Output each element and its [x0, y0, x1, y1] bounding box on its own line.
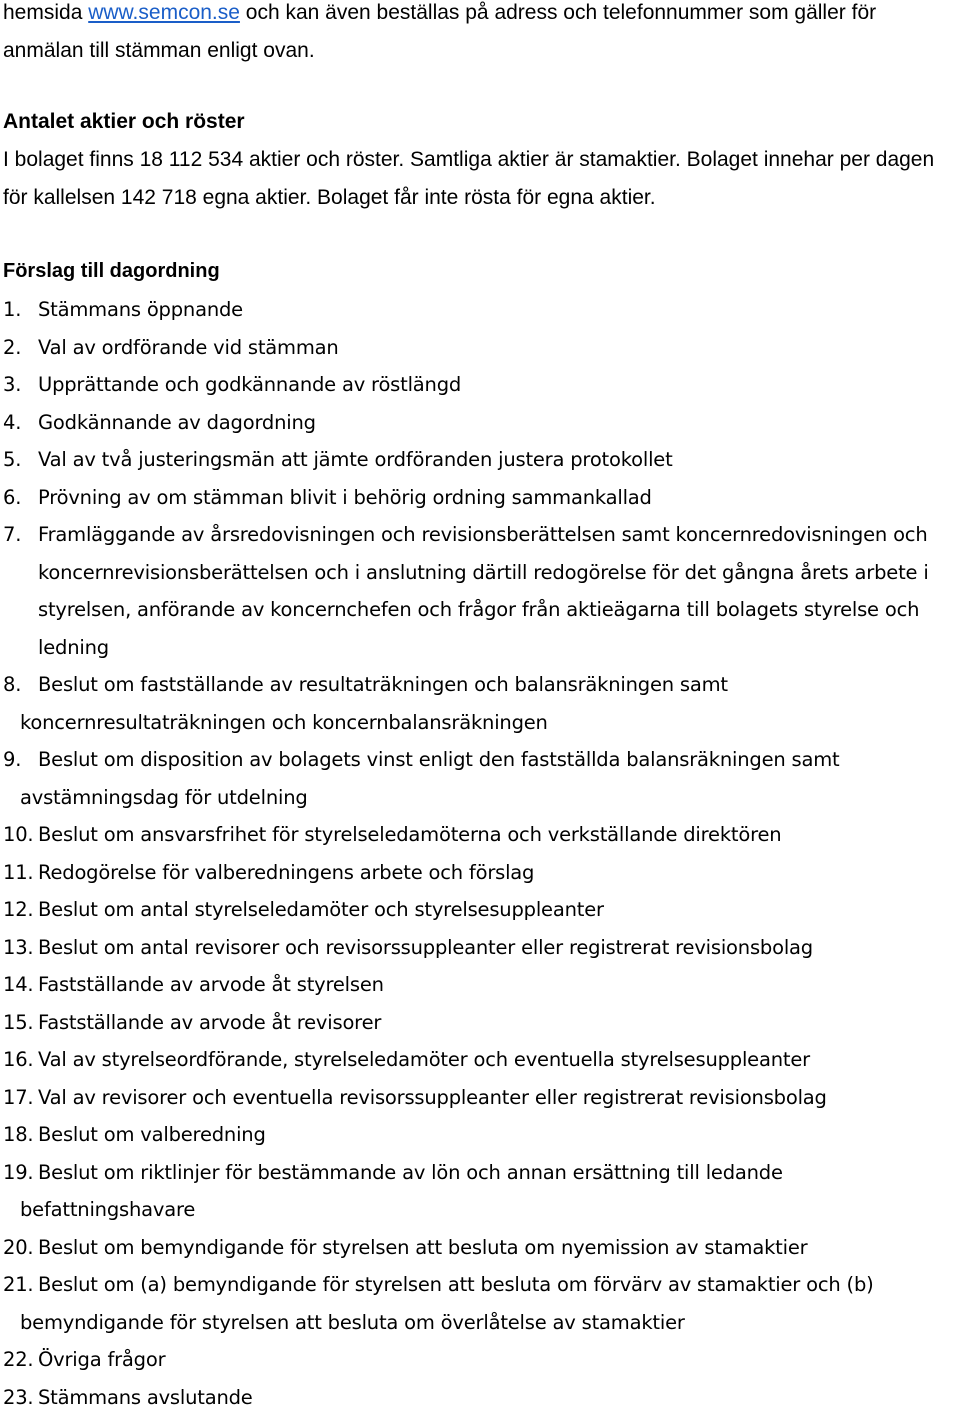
- shares-paragraph: I bolaget finns 18 112 534 aktier och röster. Samtliga aktier är stamaktier. Bolaget innehar per dagen för kallelsen 142 718 egna aktier. Bolaget får inte rösta för egna aktier.: [3, 141, 953, 216]
- agenda-item: [0, 1379, 960, 1416]
- agenda-item-number: 18.: [3, 1116, 38, 1154]
- agenda-item-text: Beslut om bemyndigande för styrelsen att besluta om nyemission av stamaktier: [38, 1236, 807, 1259]
- agenda-item-text: Stämmans öppnande: [38, 291, 960, 329]
- agenda-item-number: 19.: [3, 1154, 38, 1192]
- agenda-item-text: Val av revisorer och eventuella revisorssuppleanter eller registrerat revisionsbolag: [38, 1086, 827, 1109]
- agenda-item-number: 13.: [3, 929, 38, 967]
- agenda-item: [0, 479, 960, 517]
- agenda-item: [0, 1079, 960, 1117]
- intro-prefix: hemsida: [3, 1, 88, 24]
- agenda-item-number: 10.: [3, 816, 38, 854]
- agenda-item-number: 11.: [3, 854, 38, 892]
- agenda-item-text: Beslut om valberedning: [38, 1123, 266, 1146]
- agenda-item-text: Beslut om fastställande av resultaträkningen och balansräkningen samt koncernresultaträkningen och koncernbalansräkningen: [20, 673, 728, 734]
- agenda-item-text: Fastställande av arvode åt styrelsen: [38, 973, 384, 996]
- agenda-item-number: 20.: [3, 1229, 38, 1267]
- agenda-item: [0, 741, 960, 816]
- agenda-item: [0, 404, 960, 442]
- agenda-item-text: Val av styrelseordförande, styrelseledamöter och eventuella styrelsesuppleanter: [38, 1048, 810, 1071]
- agenda-item: [0, 1229, 960, 1267]
- agenda-item-text: Beslut om antal styrelseledamöter och styrelsesuppleanter: [38, 898, 604, 921]
- agenda-item: [0, 1341, 960, 1379]
- agenda-heading: Förslag till dagordning: [3, 253, 220, 291]
- agenda-item: [0, 666, 960, 741]
- agenda-item-number: 23.: [3, 1379, 38, 1416]
- agenda-item: [0, 1266, 960, 1341]
- agenda-item-number: 2.: [0, 329, 38, 367]
- agenda-item: [0, 1041, 960, 1079]
- agenda-item-number: 14.: [3, 966, 38, 1004]
- agenda-item-number: 17.: [3, 1079, 38, 1117]
- agenda-item-number: 4.: [0, 404, 38, 442]
- agenda-item-number: 5.: [0, 441, 38, 479]
- agenda-item: [0, 329, 960, 367]
- agenda-item-number: 21.: [3, 1266, 38, 1304]
- agenda-item-text: Beslut om (a) bemyndigande för styrelsen att besluta om förvärv av stamaktier och (b) bemyndigande för styrelsen att besluta om överlåtelse av stamaktier: [20, 1273, 874, 1334]
- agenda-item: [0, 1154, 960, 1229]
- agenda-item-number: 16.: [3, 1041, 38, 1079]
- agenda-item: [0, 291, 960, 329]
- agenda-item: [0, 966, 960, 1004]
- agenda-item-text: Redogörelse för valberedningens arbete och förslag: [38, 861, 534, 884]
- agenda-item-text: Beslut om antal revisorer och revisorssuppleanter eller registrerat revisionsbolag: [38, 936, 813, 959]
- agenda-item-text: Val av två justeringsmän att jämte ordföranden justera protokollet: [38, 441, 960, 479]
- agenda-item-number: 15.: [3, 1004, 38, 1042]
- agenda-item: [0, 891, 960, 929]
- agenda-item-number: 6.: [0, 479, 38, 517]
- agenda-item-number: 8.: [3, 666, 38, 704]
- agenda-item-text: Beslut om riktlinjer för bestämmande av lön och annan ersättning till ledande befattningshavare: [20, 1161, 783, 1222]
- agenda-item-text: Stämmans avslutande: [38, 1386, 253, 1409]
- semcon-website-link[interactable]: www.semcon.se: [88, 1, 240, 24]
- agenda-item-text: Beslut om ansvarsfrihet för styrelseledamöterna och verkställande direktören: [38, 823, 781, 846]
- agenda-item: [0, 816, 960, 854]
- agenda-item: [0, 1116, 960, 1154]
- agenda-item: [0, 929, 960, 967]
- agenda-item-number: 12.: [3, 891, 38, 929]
- agenda-item-text: Prövning av om stämman blivit i behörig ordning sammankallad: [38, 479, 960, 517]
- agenda-list: [0, 291, 960, 1416]
- agenda-item-text: Beslut om disposition av bolagets vinst enligt den fastställda balansräkningen samt avstämningsdag för utdelning: [20, 748, 840, 809]
- agenda-item: [0, 854, 960, 892]
- agenda-item-number: 7.: [0, 516, 38, 666]
- shares-heading: Antalet aktier och röster: [3, 103, 245, 141]
- agenda-item-number: 9.: [3, 741, 38, 779]
- agenda-item-text: Fastställande av arvode åt revisorer: [38, 1011, 381, 1034]
- agenda-item-number: 3.: [0, 366, 38, 404]
- agenda-item-text: Övriga frågor: [38, 1348, 165, 1371]
- agenda-item-text: Val av ordförande vid stämman: [38, 329, 960, 367]
- agenda-item: [0, 516, 960, 666]
- intro-paragraph: [3, 0, 953, 69]
- agenda-item-number: 22.: [3, 1341, 38, 1379]
- agenda-item-text: Framläggande av årsredovisningen och revisionsberättelsen samt koncernredovisningen och koncernrevisionsberättelsen och i anslutning därtill redogörelse för det gångna årets arbete i styrelsen, anförande av koncernchefen och frågor från aktieägarna till bolagets styrelse och ledning: [38, 516, 960, 666]
- agenda-item-text: Godkännande av dagordning: [38, 404, 960, 442]
- agenda-item-number: 1.: [0, 291, 38, 329]
- agenda-item: [0, 441, 960, 479]
- agenda-item: [0, 1004, 960, 1042]
- agenda-item: [0, 366, 960, 404]
- agenda-item-text: Upprättande och godkännande av röstlängd: [38, 366, 960, 404]
- intro-suffix: och kan även beställas på adress och telefonnummer som gäller för anmälan till stämman enligt ovan.: [3, 1, 876, 62]
